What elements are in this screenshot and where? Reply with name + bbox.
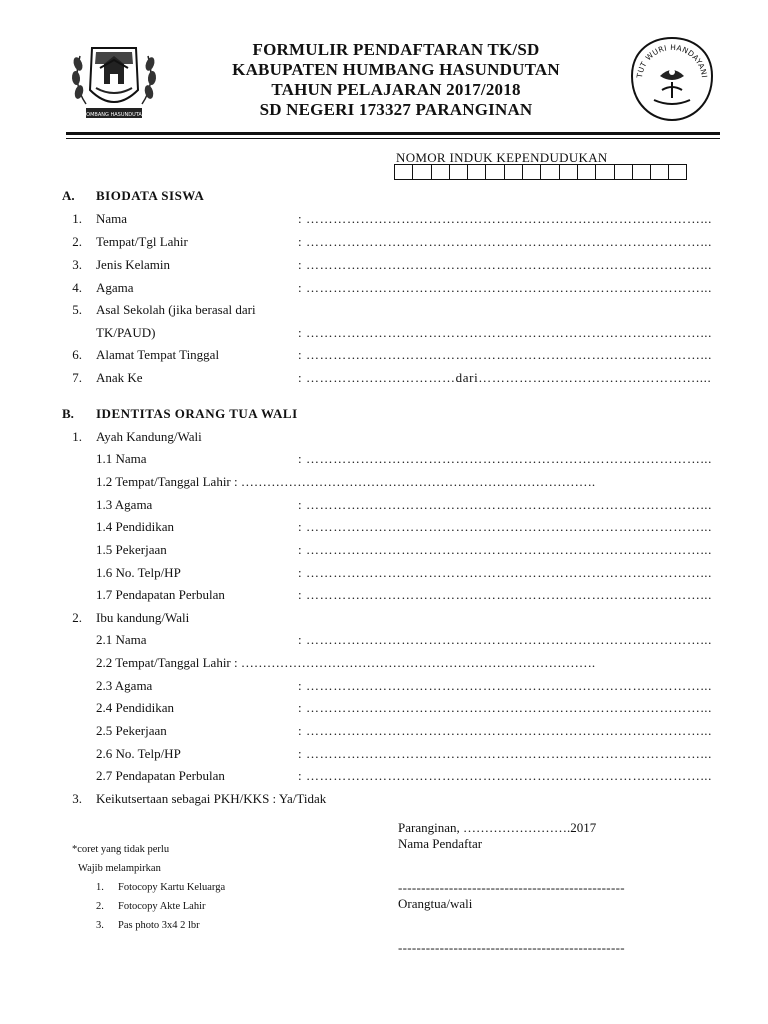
biodata-label-nama: Nama xyxy=(96,211,128,226)
mother-label-nama: 2.1 Nama xyxy=(96,632,147,647)
nik-digit-box[interactable] xyxy=(467,164,485,180)
nik-digit-box[interactable] xyxy=(394,164,412,180)
svg-text:TUT WURI HANDAYANI: TUT WURI HANDAYANI xyxy=(635,42,709,79)
title-line-3: TAHUN PELAJARAN 2017/2018 xyxy=(271,80,521,99)
mother-label-pendidikan: 2.4 Pendidikan xyxy=(96,700,174,715)
nik-digit-box[interactable] xyxy=(412,164,430,180)
guardian-signature-line[interactable]: ------------------------------------------------- xyxy=(398,940,625,955)
nik-digit-box[interactable] xyxy=(614,164,632,180)
biodata-field-asal-sekolah[interactable]: : ……………………………………………………………………………... xyxy=(298,325,713,340)
mother-field-pendapatan[interactable]: : ……………………………………………………………………………... xyxy=(298,768,713,783)
registrant-signature-line[interactable]: ------------------------------------------------- xyxy=(398,880,625,895)
nik-digit-box[interactable] xyxy=(595,164,613,180)
father-label-pendidikan: 1.4 Pendidikan xyxy=(96,519,174,534)
header-divider-thick xyxy=(66,132,720,135)
attachment-item: Fotocopy Kartu Keluarga xyxy=(118,882,226,893)
anak-ke-field[interactable]: : …………………………… xyxy=(298,370,456,385)
title-line-4: SD NEGERI 173327 PARANGINAN xyxy=(259,100,533,119)
mother-field-nama[interactable]: : ……………………………………………………………………………... xyxy=(298,632,713,647)
father-field-telp[interactable]: : ……………………………………………………………………………... xyxy=(298,565,713,580)
father-label-ttl[interactable]: 1.2 Tempat/Tanggal Lahir : ………………………………………………………………………. xyxy=(96,474,596,489)
biodata-num-4: 4. xyxy=(72,280,82,295)
section-a-letter: A. xyxy=(62,188,75,203)
title-line-1: FORMULIR PENDAFTARAN TK/SD xyxy=(252,40,540,59)
nik-digit-box[interactable] xyxy=(559,164,577,180)
nik-label: NOMOR INDUK KEPENDUDUKAN xyxy=(396,150,608,165)
biodata-label-jenis-kelamin: Jenis Kelamin xyxy=(96,257,171,272)
mother-field-pendidikan[interactable]: : ……………………………………………………………………………... xyxy=(298,700,713,715)
biodata-field-anak-ke[interactable] xyxy=(298,370,714,386)
tut-wuri-handayani-logo xyxy=(626,34,718,124)
attachments-heading: Wajib melampirkan xyxy=(78,863,161,874)
mother-num: 2. xyxy=(72,610,82,625)
biodata-field-ttl[interactable]: : ……………………………………………………………………………... xyxy=(298,234,713,249)
form-title-block xyxy=(180,40,612,120)
father-label-nama: 1.1 Nama xyxy=(96,451,147,466)
nik-digit-box[interactable] xyxy=(485,164,503,180)
mother-label-pekerjaan: 2.5 Pekerjaan xyxy=(96,723,167,738)
mother-heading: Ibu kandung/Wali xyxy=(96,610,190,625)
father-num: 1. xyxy=(72,429,82,444)
nik-digit-box[interactable] xyxy=(577,164,595,180)
place-date-field[interactable]: Paranginan, …………………….2017 xyxy=(398,820,597,835)
attachment-item: Pas photo 3x4 2 lbr xyxy=(118,920,200,931)
mother-field-telp[interactable]: : ……………………………………………………………………………... xyxy=(298,746,713,761)
section-b-title: IDENTITAS ORANG TUA WALI xyxy=(96,406,298,421)
nik-digit-box[interactable] xyxy=(504,164,522,180)
biodata-num-6: 6. xyxy=(72,347,82,362)
mother-label-agama: 2.3 Agama xyxy=(96,678,153,693)
father-label-telp: 1.6 No. Telp/HP xyxy=(96,565,181,580)
nik-digit-box[interactable] xyxy=(650,164,668,180)
biodata-label-alamat: Alamat Tempat Tinggal xyxy=(96,347,220,362)
biodata-num-5: 5. xyxy=(72,302,82,317)
title-line-2: KABUPATEN HUMBANG HASUNDUTAN xyxy=(232,60,560,79)
father-field-pendidikan[interactable]: : ……………………………………………………………………………... xyxy=(298,519,713,534)
mother-field-pekerjaan[interactable]: : ……………………………………………………………………………... xyxy=(298,723,713,738)
regency-emblem-logo xyxy=(66,34,162,128)
header-divider-thin xyxy=(66,138,720,139)
nik-digit-box[interactable] xyxy=(668,164,686,180)
anak-ke-total-field[interactable]: ………………………………………….... xyxy=(478,370,712,385)
father-field-pendapatan[interactable]: : ……………………………………………………………………………... xyxy=(298,587,713,602)
section-a-title: BIODATA SISWA xyxy=(96,188,205,203)
biodata-num-7: 7. xyxy=(72,370,82,385)
anak-ke-dari-label: dari xyxy=(455,370,479,385)
father-field-nama[interactable]: : ……………………………………………………………………………... xyxy=(298,451,713,466)
biodata-field-jenis-kelamin[interactable]: : ……………………………………………………………………………... xyxy=(298,257,713,272)
biodata-num-2: 2. xyxy=(72,234,82,249)
biodata-label-anak-ke: Anak Ke xyxy=(96,370,143,385)
pkh-kks-option[interactable]: Keikutsertaan sebagai PKH/KKS : Ya/Tidak xyxy=(96,791,327,806)
father-label-pekerjaan: 1.5 Pekerjaan xyxy=(96,542,167,557)
mother-label-pendapatan: 2.7 Pendapatan Perbulan xyxy=(96,768,225,783)
section-b-letter: B. xyxy=(62,406,74,421)
pkh-num: 3. xyxy=(72,791,82,806)
biodata-label-asal-sekolah: Asal Sekolah (jika berasal dari xyxy=(96,302,256,317)
nik-input-boxes[interactable] xyxy=(394,164,687,180)
biodata-field-alamat[interactable]: : ……………………………………………………………………………... xyxy=(298,347,713,362)
biodata-field-agama[interactable]: : ……………………………………………………………………………... xyxy=(298,280,713,295)
nik-digit-box[interactable] xyxy=(449,164,467,180)
mother-label-telp: 2.6 No. Telp/HP xyxy=(96,746,181,761)
attachment-num: 3. xyxy=(96,920,104,931)
attachment-item: Fotocopy Akte Lahir xyxy=(118,901,206,912)
biodata-label-asal-sekolah-cont: TK/PAUD) xyxy=(96,325,156,340)
attachment-num: 2. xyxy=(96,901,104,912)
nik-digit-box[interactable] xyxy=(540,164,558,180)
nik-digit-box[interactable] xyxy=(522,164,540,180)
attachment-num: 1. xyxy=(96,882,104,893)
nik-digit-box[interactable] xyxy=(431,164,449,180)
svg-text:HOMBANG HASUNDUTAN: HOMBANG HASUNDUTAN xyxy=(82,112,146,118)
father-heading: Ayah Kandung/Wali xyxy=(96,429,202,444)
father-label-pendapatan: 1.7 Pendapatan Perbulan xyxy=(96,587,225,602)
biodata-num-3: 3. xyxy=(72,257,82,272)
registrant-name-label: Nama Pendaftar xyxy=(398,836,483,851)
nik-digit-box[interactable] xyxy=(632,164,650,180)
biodata-label-ttl: Tempat/Tgl Lahir xyxy=(96,234,188,249)
mother-label-ttl[interactable]: 2.2 Tempat/Tanggal Lahir : ………………………………………………………………………. xyxy=(96,655,596,670)
strike-note: *coret yang tidak perlu xyxy=(72,844,170,855)
guardian-label: Orangtua/wali xyxy=(398,896,473,911)
biodata-num-1: 1. xyxy=(72,211,82,226)
mother-field-agama[interactable]: : ……………………………………………………………………………... xyxy=(298,678,713,693)
father-field-pekerjaan[interactable]: : ……………………………………………………………………………... xyxy=(298,542,713,557)
father-field-agama[interactable]: : ……………………………………………………………………………... xyxy=(298,497,713,512)
father-label-agama: 1.3 Agama xyxy=(96,497,153,512)
biodata-label-agama: Agama xyxy=(96,280,134,295)
biodata-field-nama[interactable]: : ……………………………………………………………………………... xyxy=(298,211,713,226)
